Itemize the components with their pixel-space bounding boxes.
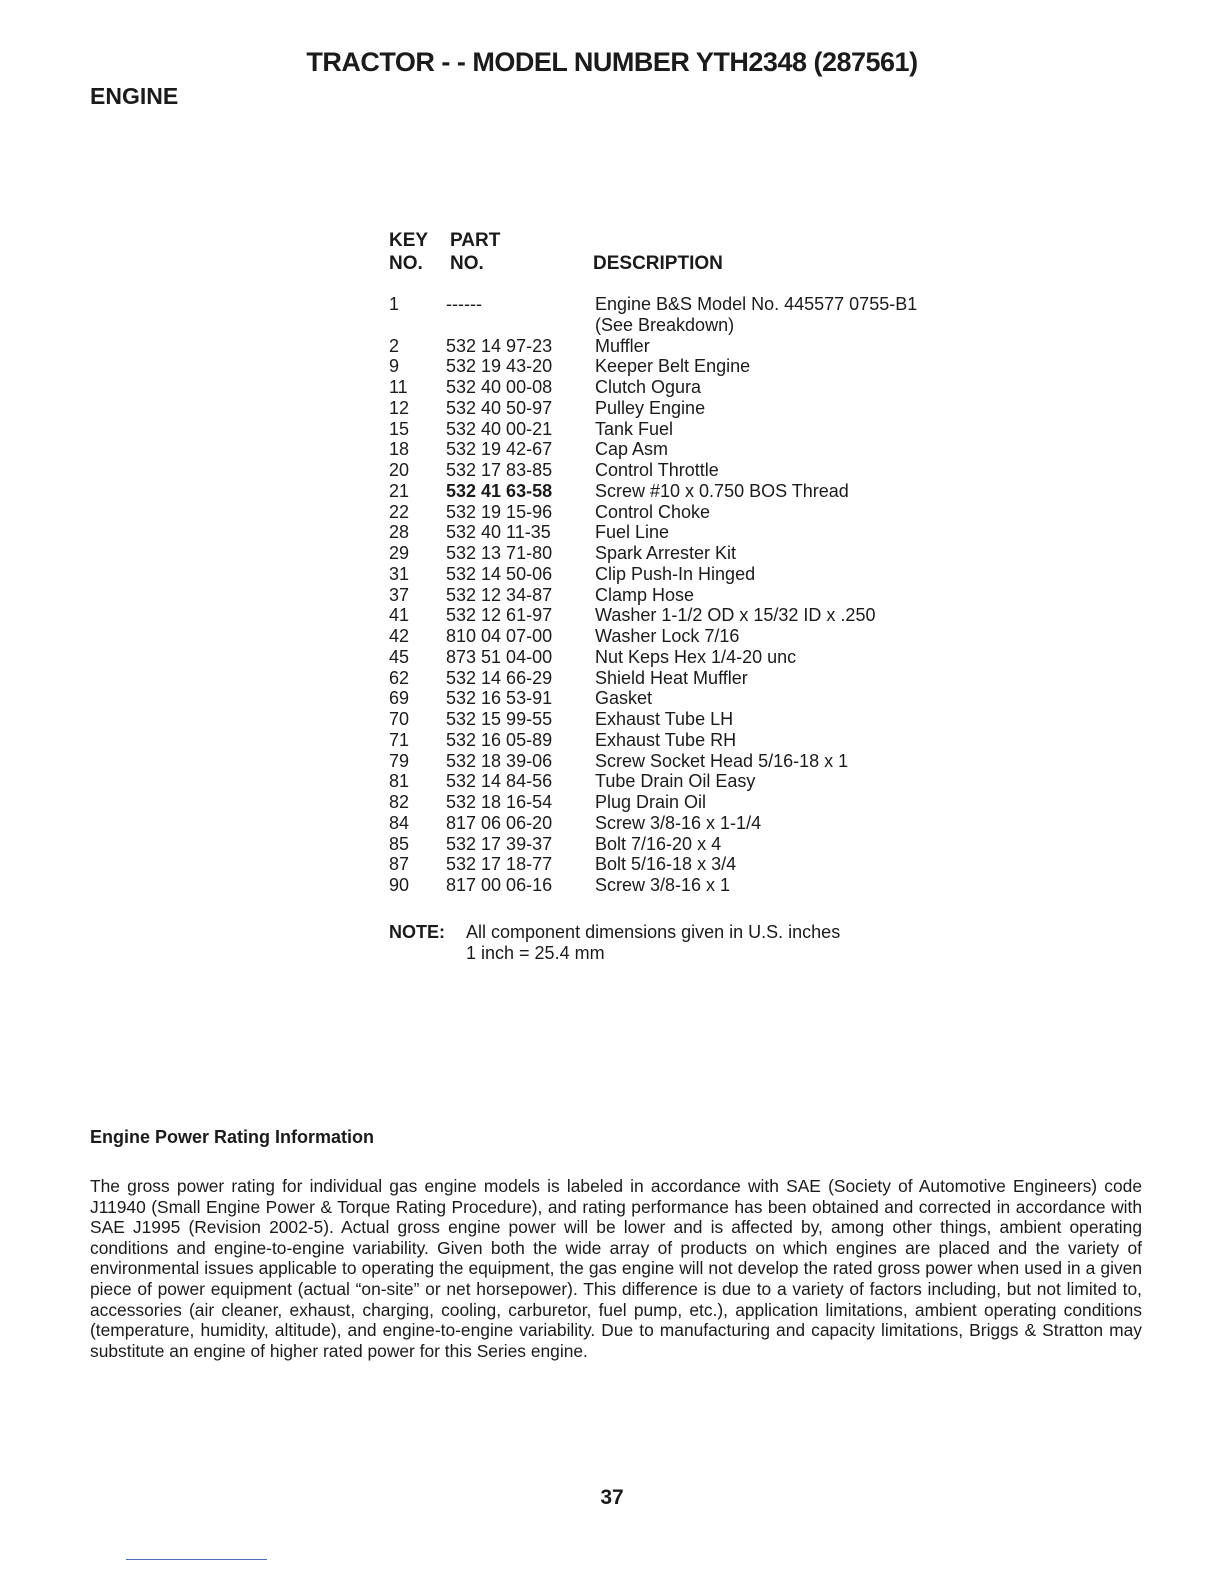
part-key-no: 81	[389, 771, 410, 792]
description-header: DESCRIPTION	[593, 253, 723, 274]
part-key-no: 87	[389, 854, 410, 875]
part-row	[389, 709, 989, 730]
part-row	[389, 294, 989, 315]
part-row	[389, 751, 989, 772]
part-description: Exhaust Tube LH	[595, 709, 734, 729]
part-description: Exhaust Tube RH	[595, 729, 737, 750]
part-key-no: 71	[389, 729, 410, 750]
part-description: Cap Asm	[595, 439, 669, 460]
part-key-no: 20	[389, 460, 410, 480]
part-number: 817 06 06-20	[446, 812, 553, 833]
part-row	[389, 585, 989, 606]
part-row	[389, 439, 989, 460]
part-description: Keeper Belt Engine	[595, 356, 751, 377]
part-number: 532 15 99-55	[446, 709, 553, 729]
note-line2: 1 inch = 25.4 mm	[466, 943, 605, 963]
note-block	[389, 922, 840, 964]
part-row	[389, 315, 989, 336]
part-key-no	[389, 315, 446, 336]
part-description: Washer 1-1/2 OD x 15/32 ID x .250	[595, 605, 876, 626]
part-description: Bolt 5/16-18 x 3/4	[595, 854, 737, 875]
parts-list	[389, 294, 989, 896]
part-row	[389, 419, 989, 440]
part-row	[389, 502, 989, 523]
part-description: Screw 3/8-16 x 1	[595, 875, 731, 895]
part-row	[389, 460, 989, 481]
part-no-header	[450, 229, 500, 275]
part-row	[389, 771, 989, 792]
part-description: Tube Drain Oil Easy	[595, 771, 756, 792]
part-header-line2: NO.	[450, 253, 484, 274]
part-description: Plug Drain Oil	[595, 792, 707, 812]
part-row	[389, 336, 989, 357]
part-key-no: 12	[389, 397, 410, 418]
part-number: 532 16 53-91	[446, 688, 553, 709]
part-key-no: 62	[389, 667, 410, 688]
part-key-no: 11	[389, 377, 408, 397]
section-heading: ENGINE	[90, 83, 179, 109]
part-number: ------	[446, 294, 482, 314]
part-key-no: 28	[389, 522, 410, 543]
part-key-no: 69	[389, 688, 410, 709]
part-description: Screw #10 x 0.750 BOS Thread	[595, 480, 849, 501]
part-description: Screw Socket Head 5/16-18 x 1	[595, 750, 849, 771]
part-number: 532 19 43-20	[446, 356, 553, 377]
part-row	[389, 792, 989, 813]
page-number: 37	[600, 1486, 624, 1509]
part-key-no: 1	[389, 294, 400, 314]
part-row	[389, 522, 989, 543]
part-row	[389, 834, 989, 855]
part-key-no: 18	[389, 439, 410, 460]
part-row	[389, 730, 989, 751]
part-description: Washer Lock 7/16	[595, 626, 740, 646]
part-number: 817 00 06-16	[446, 875, 553, 895]
part-row	[389, 647, 989, 668]
part-number: 532 14 50-06	[446, 563, 553, 584]
part-key-no: 70	[389, 709, 410, 729]
part-row	[389, 543, 989, 564]
part-number: 532 17 83-85	[446, 460, 553, 480]
part-row	[389, 813, 989, 834]
part-number: 532 40 11-35	[446, 522, 551, 543]
part-description: Clamp Hose	[595, 584, 695, 605]
part-description: Engine B&S Model No. 445577 0755-B1	[595, 294, 918, 314]
part-number: 532 41 63-58	[446, 480, 553, 501]
part-description: Shield Heat Muffler	[595, 667, 748, 688]
engine-power-body: The gross power rating for individual gas engine models is labeled in accordance with SAE (Society of Automotive Engineers) code J11940 (Small Engine Power & Torque Rating Procedure), and rating performance has been obtained and corrected in accordance with SAE J1995 (Revision 2002-5). Actual gross engine power will be lower and is affected by, among other things, ambient operating conditions and engine-to-engine variability. Given both the wide array of products on which engines are placed and the variety of environmental issues applicable to operating the equipment, the gas engine will not develop the rated gross power when used in a given piece of power equipment (actual “on-site” or net horsepower). This difference is due to a variety of factors including, but not limited to, accessories (air cleaner, exhaust, charging, cooling, carburetor, fuel pump, etc.), application limitations, ambient operating conditions (temperature, humidity, altitude), and engine-to-engine variability. Due to manufacturing and capacity limitations, Briggs & Stratton may substitute an engine of higher rated power for this Series engine.	[90, 1176, 1142, 1361]
part-key-no: 85	[389, 833, 410, 854]
part-key-no: 21	[389, 480, 410, 501]
part-key-no: 2	[389, 335, 400, 356]
part-row	[389, 626, 989, 647]
key-header-line2: NO.	[389, 253, 423, 274]
part-row	[389, 854, 989, 875]
footer-rule	[126, 1559, 267, 1560]
part-description: Control Throttle	[595, 460, 719, 480]
part-number: 532 14 97-23	[446, 335, 553, 356]
part-key-no: 90	[389, 875, 410, 895]
part-number: 532 12 34-87	[446, 584, 553, 605]
part-description: Fuel Line	[595, 522, 670, 543]
part-number: 532 14 66-29	[446, 667, 553, 688]
part-number: 532 40 00-21	[446, 418, 553, 439]
part-description: Control Choke	[595, 501, 711, 522]
part-number: 810 04 07-00	[446, 626, 553, 646]
part-number: 532 40 50-97	[446, 397, 553, 418]
part-description: Clutch Ogura	[595, 377, 702, 397]
part-number: 532 18 39-06	[446, 750, 553, 771]
note-label: NOTE:	[389, 922, 445, 942]
note-line1: All component dimensions given in U.S. inches	[466, 922, 841, 942]
part-key-no: 9	[389, 356, 400, 377]
part-key-no: 42	[389, 626, 410, 646]
part-description: Tank Fuel	[595, 418, 674, 439]
part-header-line1: PART	[450, 230, 501, 251]
part-number: 532 13 71-80	[446, 543, 553, 563]
part-row	[389, 481, 989, 502]
part-description: Gasket	[595, 688, 653, 709]
part-number: 532 19 42-67	[446, 439, 553, 460]
part-row	[389, 875, 989, 896]
part-number: 532 18 16-54	[446, 792, 553, 812]
part-key-no: 79	[389, 750, 410, 771]
part-key-no: 37	[389, 584, 410, 605]
part-key-no: 15	[389, 418, 410, 439]
key-no-header	[389, 229, 428, 275]
part-description: Muffler	[595, 335, 650, 356]
part-row	[389, 356, 989, 377]
part-number: 532 12 61-97	[446, 605, 553, 626]
part-number: 532 14 84-56	[446, 771, 553, 792]
part-number: 532 19 15-96	[446, 501, 553, 522]
key-header-line1: KEY	[389, 230, 429, 251]
part-description: Pulley Engine	[595, 397, 706, 418]
part-row	[389, 398, 989, 419]
part-description: Nut Keps Hex 1/4-20 unc	[595, 646, 797, 667]
part-key-no: 84	[389, 812, 410, 833]
part-number: 532 17 18-77	[446, 854, 553, 875]
engine-power-heading: Engine Power Rating Information	[90, 1127, 375, 1147]
part-number: 532 40 00-08	[446, 377, 553, 397]
part-key-no: 31	[389, 563, 410, 584]
part-description: Bolt 7/16-20 x 4	[595, 833, 722, 854]
part-key-no: 22	[389, 501, 410, 522]
part-row	[389, 668, 989, 689]
part-description: Spark Arrester Kit	[595, 543, 737, 563]
part-number: 532 16 05-89	[446, 729, 553, 750]
part-number: 873 51 04-00	[446, 646, 553, 667]
part-number	[446, 315, 595, 336]
part-row	[389, 377, 989, 398]
part-description: (See Breakdown)	[595, 314, 735, 335]
part-row	[389, 605, 989, 626]
part-description: Screw 3/8-16 x 1-1/4	[595, 812, 762, 833]
page-title: TRACTOR - - MODEL NUMBER YTH2348 (287561)	[306, 47, 918, 77]
part-description: Clip Push-In Hinged	[595, 563, 756, 584]
part-key-no: 29	[389, 543, 410, 563]
part-key-no: 41	[389, 605, 410, 626]
part-key-no: 45	[389, 646, 410, 667]
part-key-no: 82	[389, 792, 410, 812]
part-row	[389, 564, 989, 585]
part-row	[389, 688, 989, 709]
part-number: 532 17 39-37	[446, 833, 553, 854]
